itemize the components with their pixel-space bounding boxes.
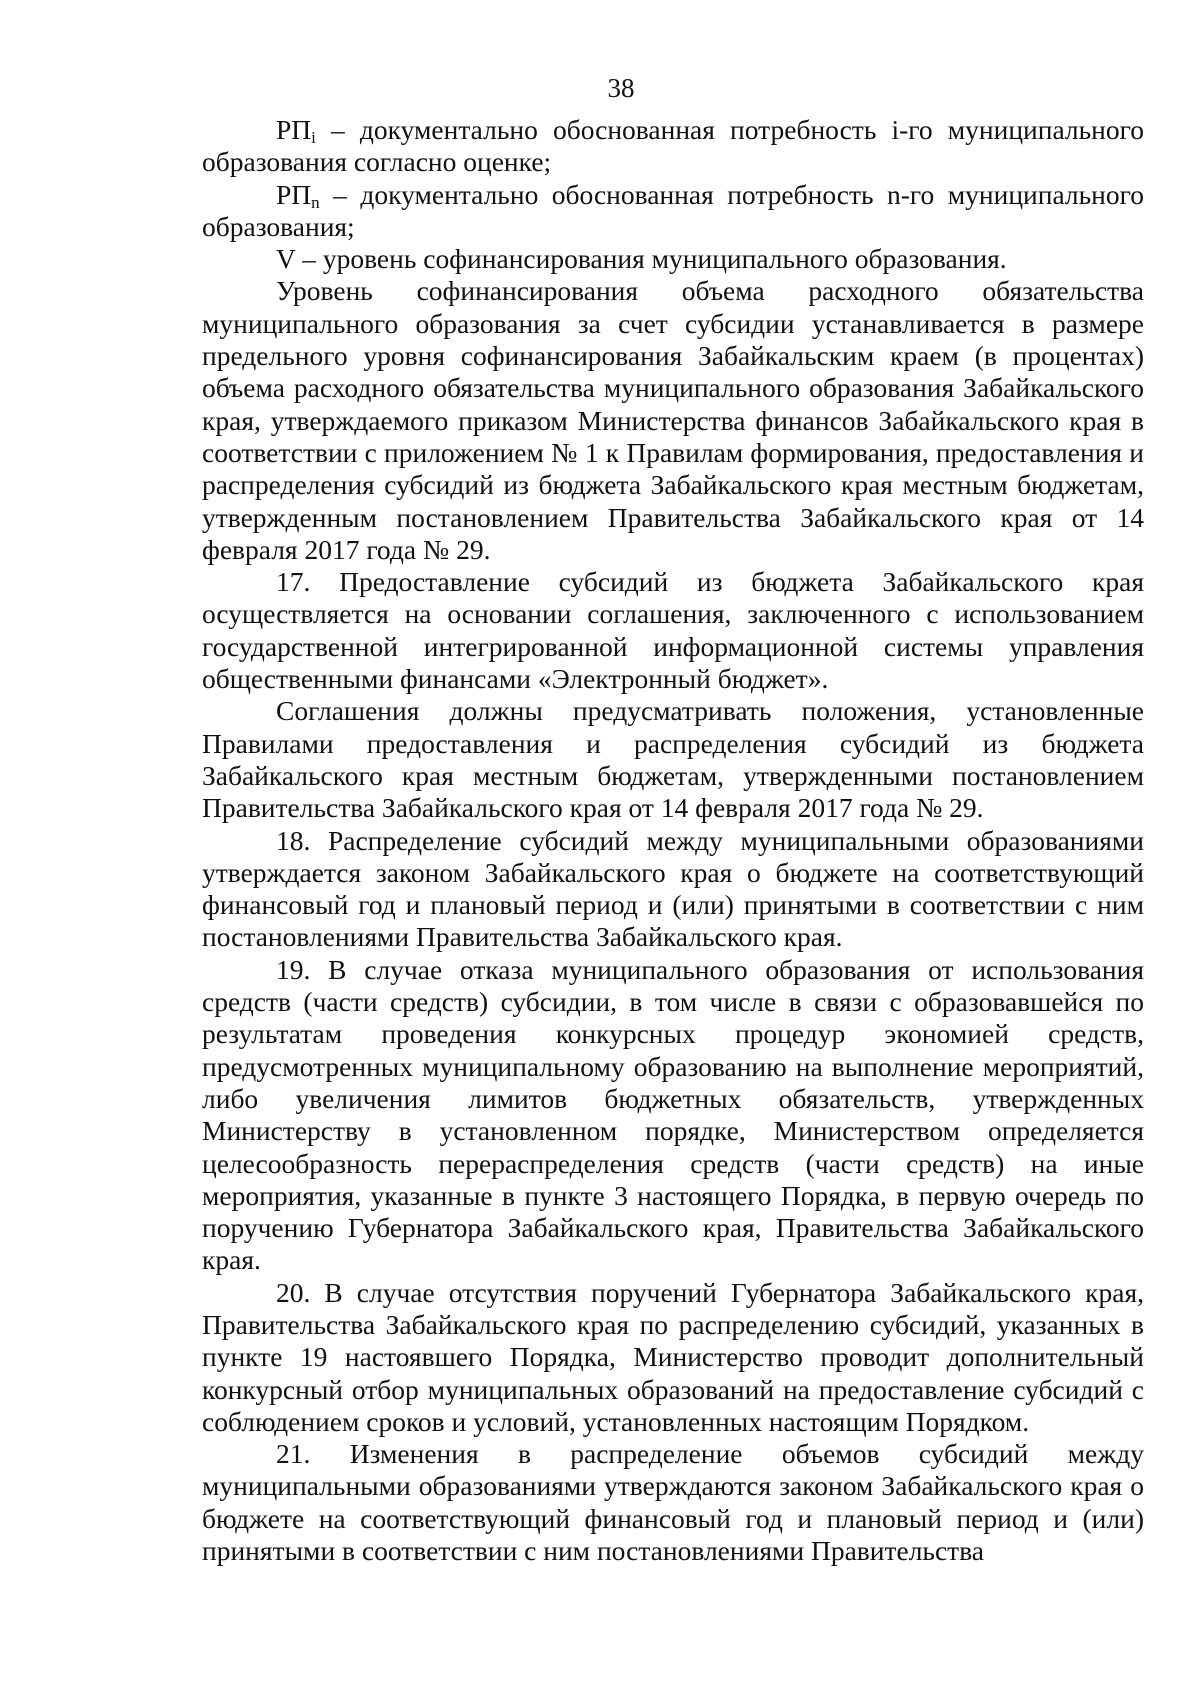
definition-subscript: n (311, 192, 320, 212)
paragraph-19: 19. В случае отказа муниципального образования от использования средств (части средств) субсидии, в том числе в связи с образовавшейся по результатам проведения конкурсных процедур экономией средств, предусмотренных муниципальному образованию на выполнение мероприятий, либо увеличения лимитов бюджетных обязательств, утвержденных Министерству в установленном порядке, Министерством определяется целесообразность перераспределения средств (части средств) на иные мероприятия, указанные в пункте 3 настоящего Порядка, в первую очередь по поручению Губернатора Забайкальского края, Правительства Забайкальского края. (202, 953, 1144, 1276)
document-body (202, 114, 1144, 1567)
definition-v: V – уровень софинансирования муниципального образования. (276, 243, 1007, 275)
paragraph-20: 20. В случае отсутствия поручений Губернатора Забайкальского края, Правительства Забайкальского края по распределению субсидий, указанных в пункте 19 настоявшего Порядка, Министерство проводит дополнительный конкурсный отбор муниципальных образований на предоставление субсидий с соблюдением сроков и условий, установленных настоящим Порядком. (202, 1276, 1144, 1437)
definition-rp-n (202, 179, 1144, 244)
paragraph-cofinancing-level: Уровень софинансирования объема расходного обязательства муниципального образования за счет субсидии устанавливается в размере предельного уровня софинансирования Забайкальским краем (в процентах) объема расходного обязательства муниципального образования Забайкальского края, утверждаемого приказом Министерства финансов Забайкальского края в соответствии с приложением № 1 к Правилам формирования, предоставления и распределения субсидий из бюджета Забайкальского края местным бюджетам, утвержденным постановлением Правительства Забайкальского края от 14 февраля 2017 года № 29. (202, 275, 1144, 565)
page-number: 38 (607, 73, 635, 103)
definition-text: – документально обоснованная потребность i-го муниципального образования согласно оценке; (202, 114, 1144, 178)
definition-symbol: РП (276, 114, 312, 145)
definition-subscript: i (311, 127, 316, 147)
paragraph-17: 17. Предоставление субсидий из бюджета Забайкальского края осуществляется на основании соглашения, заключенного с использованием государственной интегрированной информационной системы управления общественными финансами «Электронный бюджет». (202, 566, 1144, 695)
definition-symbol: РП (276, 178, 312, 210)
paragraph-21: 21. Изменения в распределение объемов субсидий между муниципальными образованиями утверждаются законом Забайкальского края о бюджете на соответствующий финансовый год и плановый период и (или) принятыми в соответствии с ним постановлениями Правительства (202, 1438, 1144, 1567)
definition-text: – документально обоснованная потребность n-го муниципального образования; (202, 178, 1144, 242)
definition-rp-i (202, 114, 1144, 179)
paragraph-agreements: Соглашения должны предусматривать положения, установленные Правилами предоставления и распределения субсидий из бюджета Забайкальского края местным бюджетам, утвержденными постановлением Правительства Забайкальского края от 14 февраля 2017 года № 29. (202, 695, 1144, 824)
paragraph-18: 18. Распределение субсидий между муниципальными образованиями утверждается законом Забайкальского края о бюджете на соответствующий финансовый год и плановый период и (или) принятыми в соответствии с ним постановлениями Правительства Забайкальского края. (202, 824, 1144, 953)
